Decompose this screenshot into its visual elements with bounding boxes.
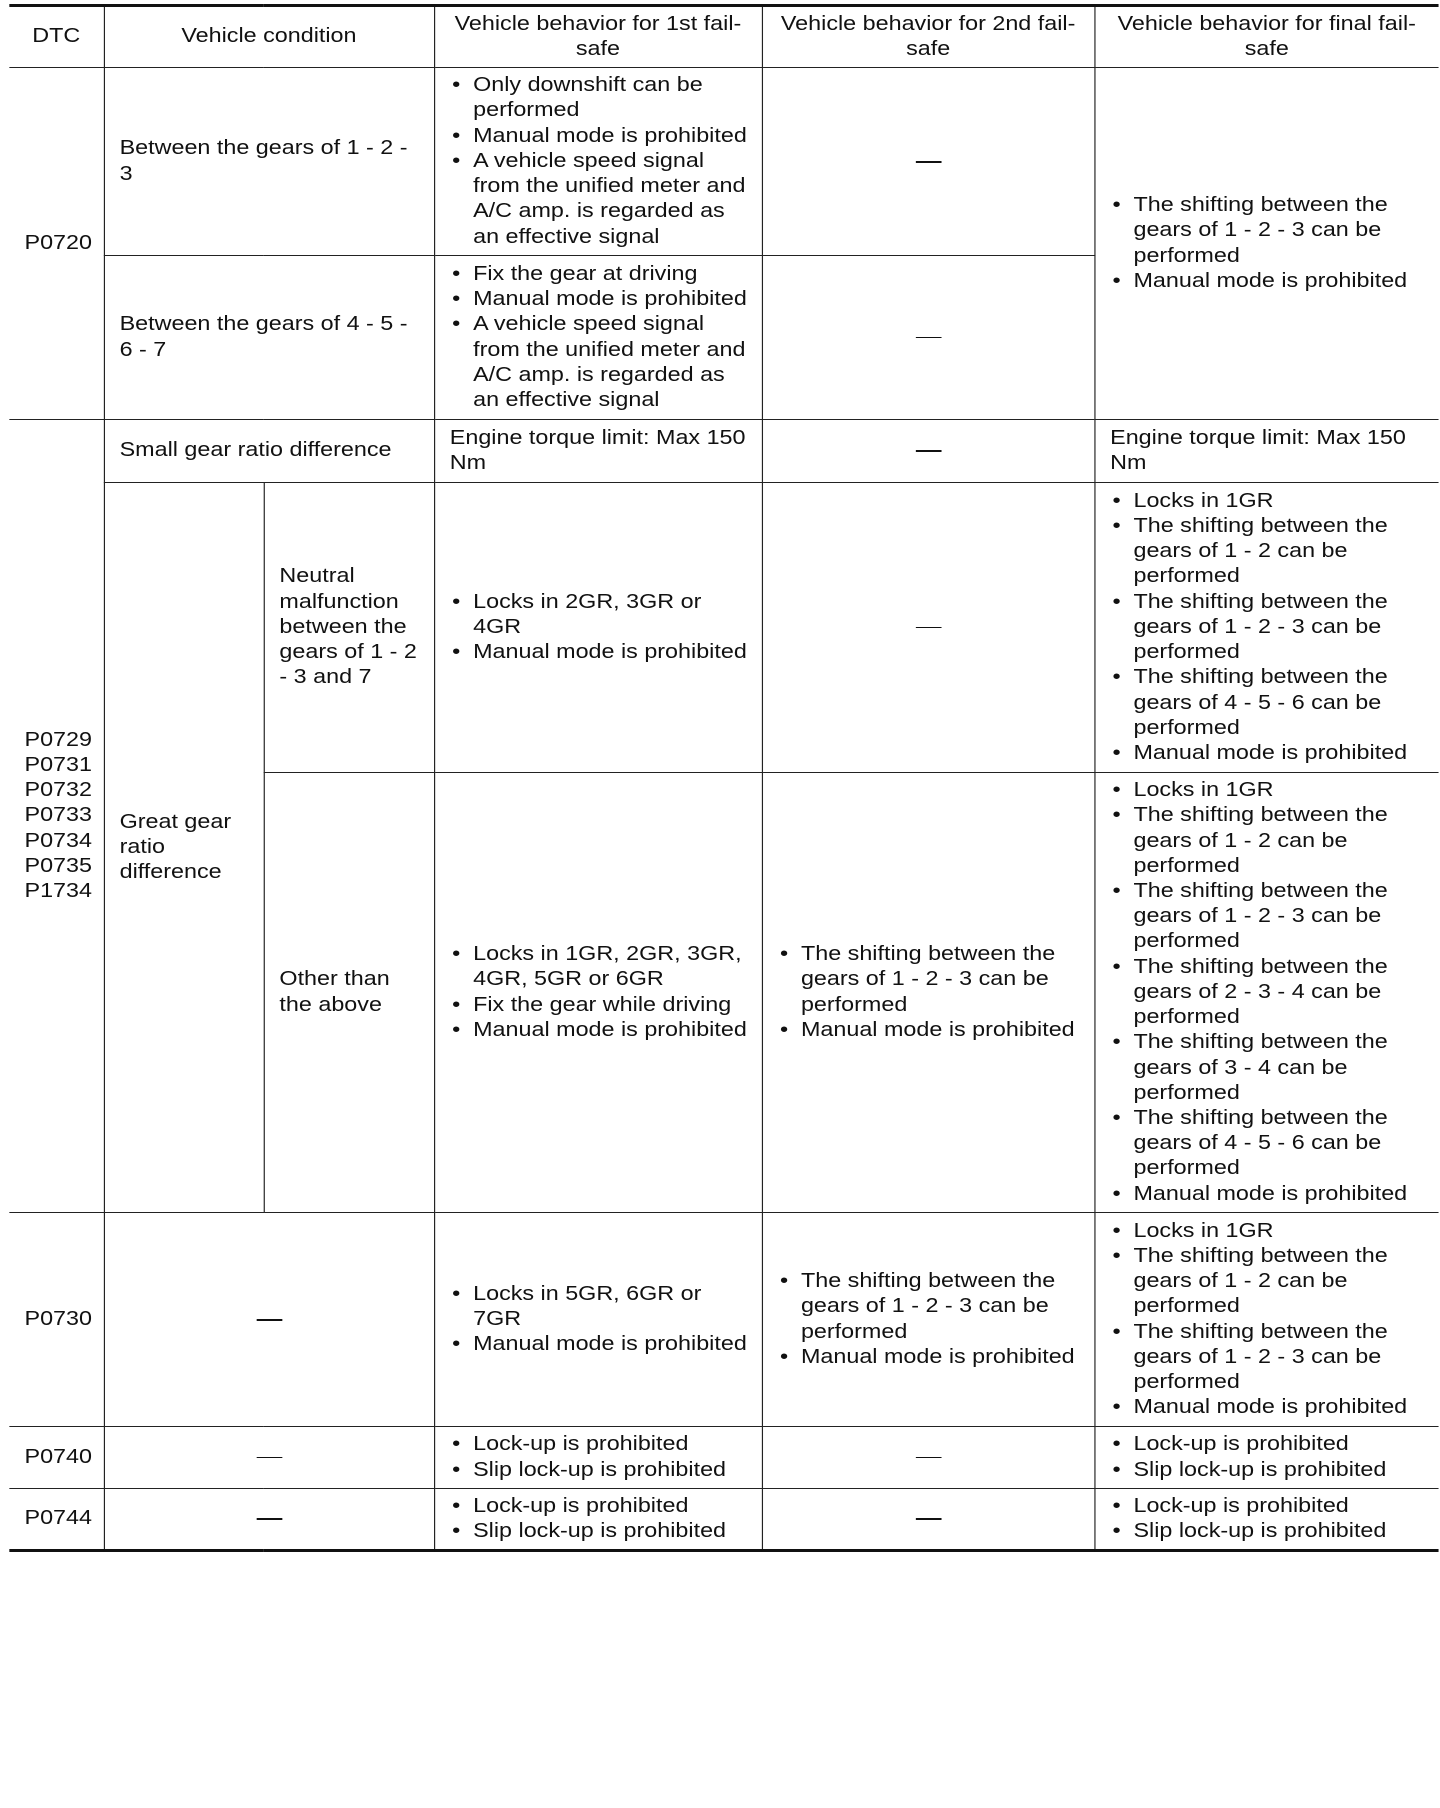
header-first-fail-safe: Vehicle behavior for 1st fail-safe [434, 6, 762, 68]
list-item: • The shifting between the gears of 4 - 5 - 6 can be performed [1110, 665, 1429, 741]
header-dtc: DTC [9, 6, 104, 68]
dtc-code: P0740 [9, 1427, 104, 1489]
final-fail-safe-cell [1094, 773, 1438, 1213]
list-item: • Fix the gear while driving [450, 993, 752, 1018]
dash [256, 1518, 282, 1520]
vehicle-condition [104, 1427, 434, 1489]
second-fail-safe-cell [762, 1213, 1095, 1427]
list-item: • Manual mode is prohibited [1110, 269, 1429, 294]
list-item: • Manual mode is prohibited [450, 1332, 752, 1357]
first-fail-safe-cell [434, 1427, 762, 1489]
first-fail-safe-cell: Engine torque limit: Max 150 Nm [434, 420, 762, 483]
list-item: • Locks in 5GR, 6GR or 7GR [450, 1282, 752, 1332]
list-item: • The shifting between the gears of 1 - 2 - 3 can be performed [1110, 590, 1429, 666]
table-row [9, 1213, 1438, 1427]
bullet-list [778, 942, 1085, 1043]
final-fail-safe-cell [1094, 1489, 1438, 1551]
first-fail-safe-cell [434, 1489, 762, 1551]
bullet-list [1110, 778, 1429, 1206]
dash [915, 450, 941, 452]
final-fail-safe-cell: Engine torque limit: Max 150 Nm [1094, 420, 1438, 483]
list-item: • Manual mode is prohibited [1110, 1182, 1429, 1207]
first-fail-safe-cell [434, 1213, 762, 1427]
list-item: • Manual mode is prohibited [450, 124, 752, 149]
list-item: • Manual mode is prohibited [1110, 741, 1429, 766]
list-item: • Manual mode is prohibited [450, 640, 752, 665]
bullet-list [1110, 1494, 1429, 1544]
list-item: • Locks in 1GR, 2GR, 3GR, 4GR, 5GR or 6GR [450, 942, 752, 992]
bullet-list [1110, 193, 1429, 294]
list-item: • Locks in 2GR, 3GR or 4GR [450, 590, 752, 640]
list-item: • Manual mode is prohibited [778, 1018, 1085, 1043]
list-item: • The shifting between the gears of 4 - 5 - 6 can be performed [1110, 1106, 1429, 1182]
dash [915, 337, 941, 338]
list-item: • A vehicle speed signal from the unified meter and A/C amp. is regarded as an effective signal [450, 312, 752, 413]
dash [915, 1518, 941, 1520]
header-condition: Vehicle condition [104, 6, 434, 68]
list-item: • Manual mode is prohibited [450, 287, 752, 312]
list-item: • Locks in 1GR [1110, 1219, 1429, 1244]
dtc-code: P0730 [9, 1213, 104, 1427]
table-row [9, 68, 1438, 256]
bullet-list [450, 73, 752, 249]
list-item: • The shifting between the gears of 2 - 3 - 4 can be performed [1110, 955, 1429, 1031]
second-fail-safe-cell [762, 68, 1095, 256]
list-item: • Locks in 1GR [1110, 778, 1429, 803]
list-item: • Fix the gear at driving [450, 262, 752, 287]
bullet-list [450, 1494, 752, 1544]
list-item: • The shifting between the gears of 1 - 2 can be performed [1110, 1244, 1429, 1320]
bullet-list [450, 942, 752, 1043]
dtc-code: P0732 [24, 779, 92, 802]
final-fail-safe-cell [1094, 68, 1438, 420]
header-final-fail-safe: Vehicle behavior for final fail-safe [1094, 6, 1438, 68]
vehicle-condition [104, 1213, 434, 1427]
vehicle-condition-group: Great gear ratio difference [104, 483, 264, 1213]
second-fail-safe-cell [762, 420, 1095, 483]
vehicle-condition: Between the gears of 1 - 2 - 3 [104, 68, 434, 256]
final-fail-safe-cell [1094, 1213, 1438, 1427]
list-item: • Manual mode is prohibited [1110, 1395, 1429, 1420]
dtc-code: P0734 [24, 829, 92, 852]
list-item: • Lock-up is prohibited [450, 1494, 752, 1519]
second-fail-safe-cell [762, 256, 1095, 420]
dtc-code: P1734 [24, 880, 92, 902]
second-fail-safe-cell [762, 1489, 1095, 1551]
dash [256, 1457, 282, 1458]
dash [256, 1319, 282, 1321]
bullet-list [450, 262, 752, 413]
list-item: • The shifting between the gears of 1 - 2 can be performed [1110, 803, 1429, 879]
list-item: • Locks in 1GR [1110, 489, 1429, 514]
bullet-list [778, 1269, 1085, 1370]
first-fail-safe-cell [434, 256, 762, 420]
list-item: • Manual mode is prohibited [778, 1345, 1085, 1370]
list-item: • The shifting between the gears of 1 - 2 can be performed [1110, 514, 1429, 590]
second-fail-safe-cell [762, 483, 1095, 773]
vehicle-sub-condition: Other than the above [264, 773, 434, 1213]
list-item: • Slip lock-up is prohibited [1110, 1519, 1429, 1544]
list-item: • The shifting between the gears of 1 - 2 - 3 can be performed [778, 942, 1085, 1018]
dtc-code-list [9, 420, 104, 1213]
header-row [9, 6, 1438, 68]
dtc-code: P0735 [24, 854, 92, 877]
list-item: • The shifting between the gears of 3 - 4 can be performed [1110, 1030, 1429, 1106]
dtc-code: P0731 [24, 753, 92, 776]
vehicle-condition: Small gear ratio difference [104, 420, 434, 483]
list-item: • Slip lock-up is prohibited [450, 1458, 752, 1483]
bullet-list [1110, 1219, 1429, 1421]
second-fail-safe-cell [762, 1427, 1095, 1489]
header-second-fail-safe: Vehicle behavior for 2nd fail-safe [762, 6, 1095, 68]
bullet-list [450, 1282, 752, 1358]
vehicle-sub-condition: Neutral malfunction between the gears of 1 - 2 - 3 and 7 [264, 483, 434, 773]
first-fail-safe-cell [434, 773, 762, 1213]
bullet-list [450, 1432, 752, 1482]
second-fail-safe-cell [762, 773, 1095, 1213]
dtc-code: P0744 [9, 1489, 104, 1551]
bullet-list [1110, 489, 1429, 766]
table-row [9, 420, 1438, 483]
list-item: • Manual mode is prohibited [450, 1018, 752, 1043]
list-item: • The shifting between the gears of 1 - 2 - 3 can be performed [1110, 193, 1429, 269]
list-item: • Only downshift can be performed [450, 73, 752, 123]
fail-safe-table [9, 4, 1438, 1552]
list-item: • Slip lock-up is prohibited [450, 1519, 752, 1544]
dash [915, 161, 941, 163]
dtc-code: P0733 [24, 804, 92, 827]
list-item: • Lock-up is prohibited [1110, 1432, 1429, 1457]
dash [915, 627, 941, 628]
table-row [9, 1489, 1438, 1551]
dtc-code: P0729 [24, 728, 92, 751]
table-row [9, 483, 1438, 773]
final-fail-safe-cell [1094, 483, 1438, 773]
first-fail-safe-cell [434, 483, 762, 773]
list-item: • Slip lock-up is prohibited [1110, 1458, 1429, 1483]
final-fail-safe-cell [1094, 1427, 1438, 1489]
bullet-list [450, 590, 752, 666]
bullet-list [1110, 1432, 1429, 1482]
list-item: • Lock-up is prohibited [450, 1432, 752, 1457]
list-item: • A vehicle speed signal from the unified meter and A/C amp. is regarded as an effective signal [450, 149, 752, 250]
first-fail-safe-cell [434, 68, 762, 256]
dash [915, 1457, 941, 1458]
list-item: • The shifting between the gears of 1 - 2 - 3 can be performed [1110, 1320, 1429, 1396]
vehicle-condition: Between the gears of 4 - 5 - 6 - 7 [104, 256, 434, 420]
table-row [9, 1427, 1438, 1489]
list-item: • Lock-up is prohibited [1110, 1494, 1429, 1519]
vehicle-condition [104, 1489, 434, 1551]
list-item: • The shifting between the gears of 1 - 2 - 3 can be performed [778, 1269, 1085, 1345]
list-item: • The shifting between the gears of 1 - 2 - 3 can be performed [1110, 879, 1429, 955]
dtc-code: P0720 [9, 68, 104, 420]
